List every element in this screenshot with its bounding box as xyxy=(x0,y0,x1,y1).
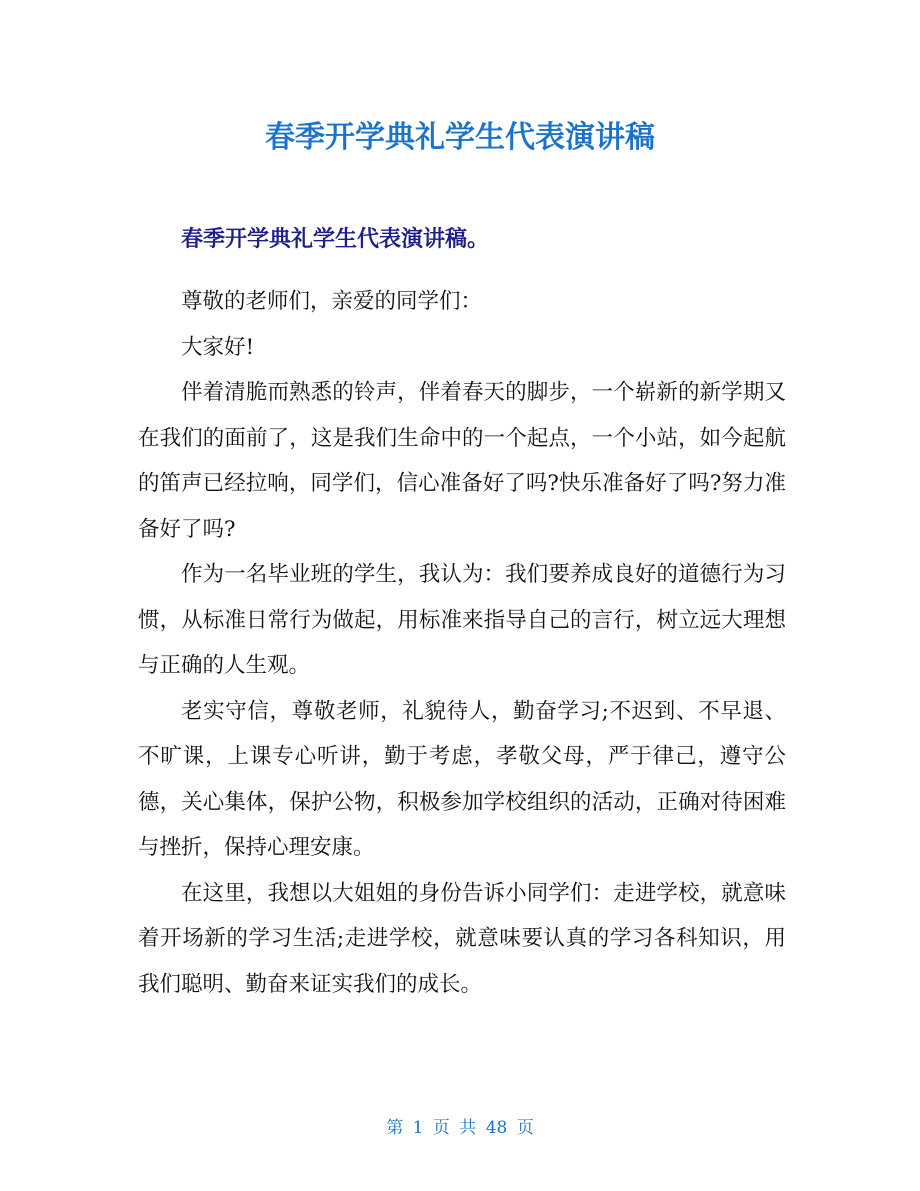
page-number-footer: 第 1 页 共 48 页 xyxy=(386,1118,534,1138)
document-subtitle: 春季开学典礼学生代表演讲稿。 xyxy=(181,227,490,252)
paragraph-graduating-student: 作为一名毕业班的学生，我认为：我们要养成良好的道德行为习惯，从标准日常行为做起，用标准来指导自己的言行，树立远大理想与正确的人生观。 xyxy=(138,562,786,678)
page-title: 春季开学典礼学生代表演讲稿 xyxy=(265,120,655,155)
paragraph-behavior: 老实守信，尊敬老师，礼貌待人，勤奋学习;不迟到、不早退、不旷课，上课专心听讲，勤于考虑，孝敬父母，严于律己，遵守公德，关心集体，保护公物，积极参加学校组织的活动，正确对待困难与挫折，保持心理安康。 xyxy=(138,698,786,860)
paragraph-new-semester: 伴着清脆而熟悉的铃声，伴着春天的脚步，一个崭新的新学期又在我们的面前了，这是我们生命中的一个起点，一个小站，如今起航的笛声已经拉响，同学们，信心准备好了吗?快乐准备好了吗?努力准备好了吗? xyxy=(138,380,786,542)
paragraph-hello: 大家好! xyxy=(181,334,255,360)
document-body xyxy=(138,279,786,1007)
paragraph-greeting: 尊敬的老师们，亲爱的同学们： xyxy=(181,289,483,314)
paragraph-advice: 在这里，我想以大姐姐的身份告诉小同学们：走进学校，就意味着开场新的学习生活;走进学校，就意味要认真的学习各科知识，用我们聪明、勤奋来证实我们的成长。 xyxy=(138,880,786,997)
